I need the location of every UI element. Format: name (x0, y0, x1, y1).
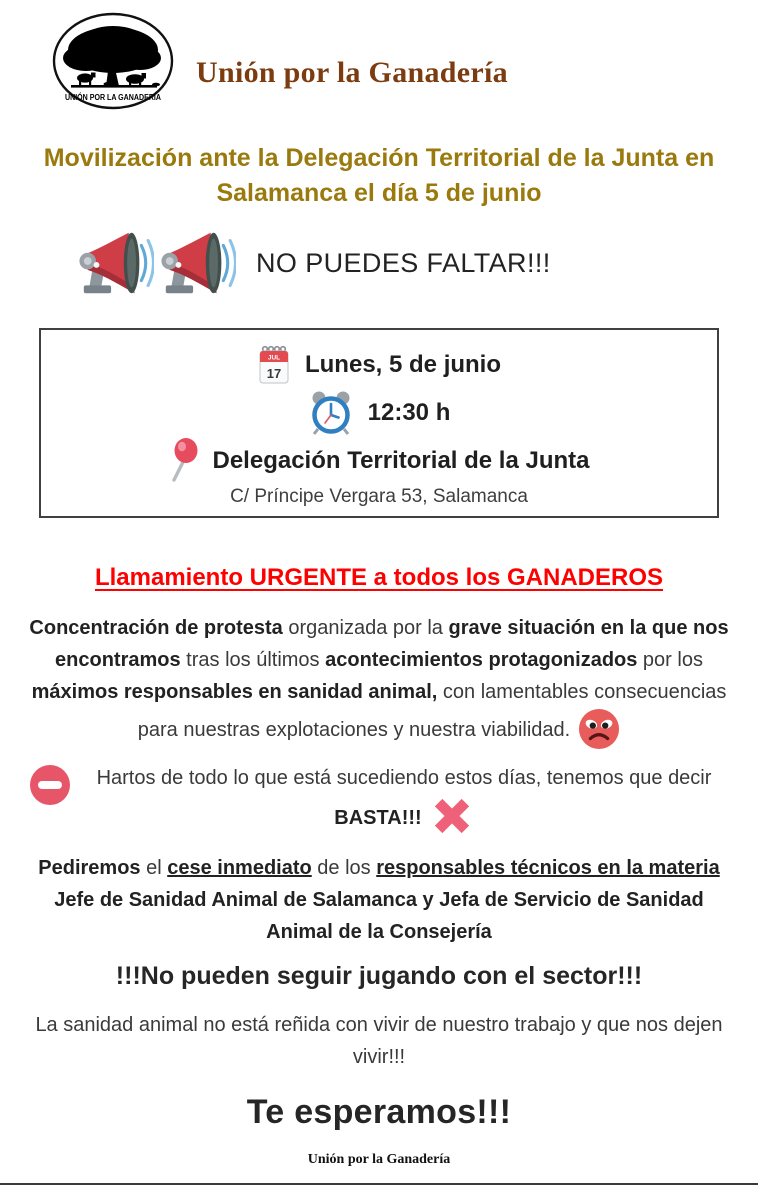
callout-text: NO PUEDES FALTAR!!! (256, 247, 551, 278)
fedup-paragraph (25, 762, 733, 838)
demand-seg: de los (311, 857, 377, 879)
calendar-day-label: 17 (266, 366, 282, 381)
protest-seg: organizada por la (282, 617, 449, 639)
protest-seg: máximos responsables en sanidad animal, (31, 681, 438, 703)
tree-cattle-logo-icon (50, 12, 176, 112)
megaphone-icon (158, 230, 236, 296)
cross-mark-icon (430, 794, 474, 838)
demand-seg: el (140, 857, 168, 879)
logo-label: UNIÓN POR LA GANADERÍA (65, 93, 162, 102)
protest-seg: Concentración de protesta (29, 617, 283, 639)
basta-text: BASTA!!! (334, 807, 422, 829)
event-time: 12:30 h (367, 399, 451, 426)
closing-line: La sanidad animal no está reñida con vivir de nuestro trabajo y que nos dejen vivir!!! (35, 1014, 723, 1068)
protest-seg: con lamentables consecuencias para nuestras explotaciones y nuestra viabilidad. (137, 681, 727, 741)
urgent-heading: Llamamiento URGENTE a todos los GANADEROS (94, 564, 664, 591)
headline: Movilización ante la Delegación Territorial de la Junta en Salamanca el día 5 de junio (43, 144, 715, 207)
union-ganaderia-logo (50, 12, 176, 117)
footer-text: Unión por la Ganadería (307, 1152, 451, 1167)
demand-seg: Jefe de Sanidad Animal de Salamanca y Jefa de Servicio de Sanidad Animal de la Consejería (54, 889, 704, 943)
callout-row (76, 230, 758, 296)
protest-paragraph (25, 612, 733, 750)
alarm-clock-icon (308, 390, 354, 436)
event-place-row (41, 438, 717, 484)
demand-seg: responsables técnicos en la materia (376, 857, 720, 879)
demand-seg: cese inmediato (167, 857, 312, 879)
farewell-text: Te esperamos!!! (246, 1093, 512, 1131)
sector-line: !!!No pueden seguir jugando con el sector!!! (115, 962, 643, 990)
event-time-row (41, 390, 717, 436)
event-date-row (41, 344, 717, 386)
angry-face-icon (578, 708, 620, 750)
protest-seg: grave situación en la que nos encontramos (55, 617, 729, 671)
event-date: Lunes, 5 de junio (304, 351, 502, 378)
protest-seg: por los (637, 649, 703, 671)
protest-seg: tras los últimos (180, 649, 326, 671)
protest-seg: acontecimientos protagonizados (325, 649, 638, 671)
no-entry-icon (29, 764, 71, 806)
calendar-month-label: JUL (267, 354, 281, 362)
demand-seg: Pediremos (38, 857, 141, 879)
event-details-box (39, 328, 719, 518)
footer-divider (0, 1183, 758, 1185)
pushpin-icon (169, 438, 199, 484)
header (0, 0, 758, 117)
brand-title: Unión por la Ganadería (196, 56, 508, 89)
fedup-text: Hartos de todo lo que está sucediendo estos días, tenemos que decir (96, 767, 712, 789)
megaphone-icon (76, 230, 154, 296)
event-address: C/ Príncipe Vergara 53, Salamanca (230, 486, 528, 507)
demand-paragraph (25, 852, 733, 948)
event-place: Delegación Territorial de la Junta (212, 447, 590, 474)
calendar-icon (257, 344, 291, 386)
